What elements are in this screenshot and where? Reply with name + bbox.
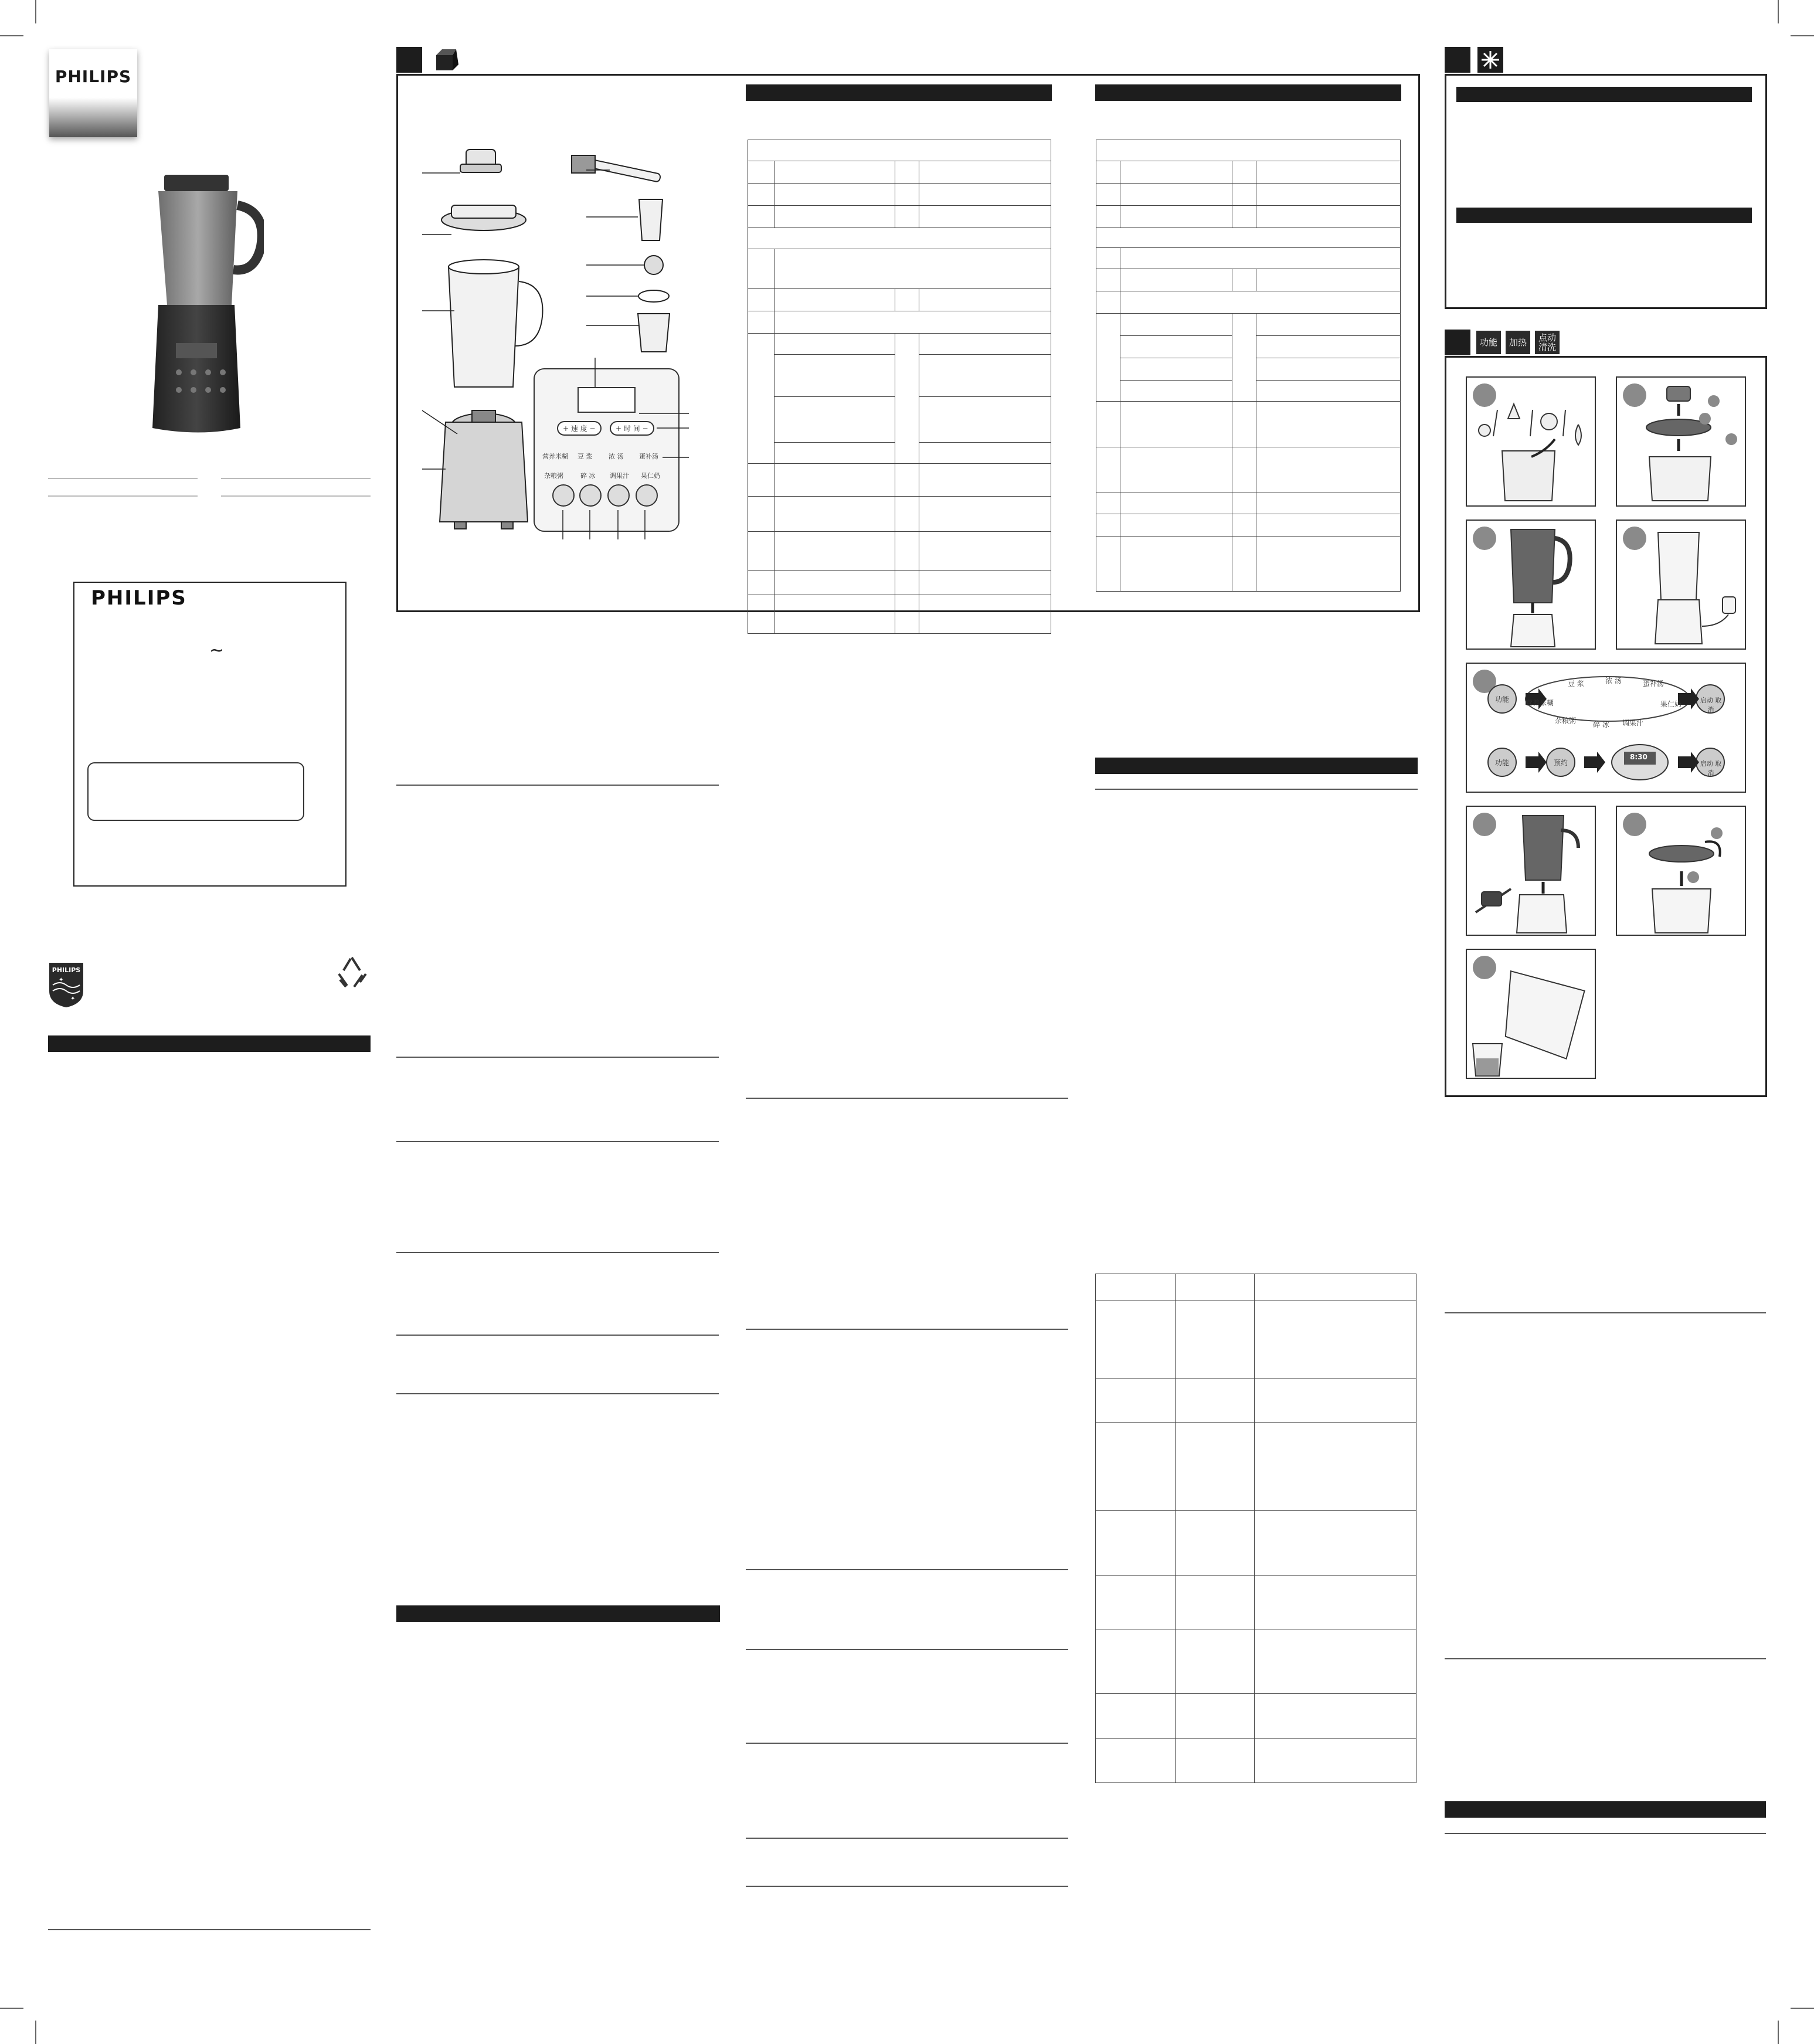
- section-rule: [746, 1649, 1068, 1650]
- preset-button-label: 预约: [1554, 759, 1568, 767]
- philips-shield-icon: [48, 962, 84, 1009]
- section-rule: [396, 1335, 719, 1336]
- footer-rule: [48, 1929, 371, 1930]
- crop-mark: [35, 2021, 36, 2044]
- cycle-label: 蛋补汤: [1643, 680, 1664, 688]
- section-rule: [746, 1329, 1068, 1330]
- crop-mark: [1791, 35, 1814, 36]
- ingredients-icon: [1467, 378, 1595, 505]
- tag-auto-clean: 点动 清洗: [1535, 331, 1560, 354]
- panel-bottom-label: 杂粮粥: [544, 472, 563, 480]
- section-header-bar: [746, 84, 1052, 101]
- start-button-label: 启动 取消: [1700, 697, 1722, 714]
- svg-text:✦: ✦: [70, 996, 76, 1002]
- snowflake-icon: [1477, 47, 1503, 73]
- panel-bottom-label: 果仁奶: [641, 472, 660, 480]
- lid-assembly-illustration: [1617, 378, 1745, 505]
- section-rule: [396, 1393, 719, 1394]
- divider: [221, 478, 371, 479]
- spec-table-right: [1096, 140, 1401, 592]
- section-header-bar: [1456, 208, 1752, 223]
- recycle-icon: [333, 953, 371, 990]
- section-number-box: [396, 47, 422, 73]
- crop-mark: [0, 2008, 23, 2009]
- section-rule: [1445, 1833, 1766, 1834]
- pour-illustration: [1467, 950, 1595, 1078]
- box-icon: [434, 47, 460, 73]
- ac-symbol: ~: [209, 640, 225, 661]
- step-1-panel: [1466, 376, 1596, 507]
- section-rule: [746, 1743, 1068, 1744]
- step-4-panel: [1616, 520, 1746, 650]
- tag-function: 功能: [1476, 331, 1501, 354]
- tag-heat: 加热: [1506, 331, 1530, 354]
- panel-function-label: 蛋补汤: [639, 453, 658, 460]
- divider: [48, 478, 198, 479]
- panel-function-label: 豆 浆: [578, 453, 593, 460]
- lift-jar-illustration: [1467, 807, 1595, 935]
- remove-lid-illustration: [1617, 807, 1745, 935]
- crop-mark: [35, 0, 36, 23]
- section-header-bar: [396, 1605, 720, 1622]
- panel-bottom-label: 碎 冰: [580, 472, 596, 480]
- panel-bottom-label: 调果汁: [610, 472, 629, 480]
- section-header-bar: [1456, 87, 1752, 102]
- step-5-panel: [1466, 663, 1746, 793]
- panel-function-label: 营养米糊: [542, 453, 568, 460]
- label-inner-box: [87, 762, 304, 821]
- callout-lines: [557, 346, 698, 545]
- function-button-label: 功能: [1495, 695, 1510, 704]
- section-header-bar: [1445, 1801, 1766, 1818]
- section-header-bar: [1095, 84, 1401, 101]
- time-button[interactable]: + 时 间 −: [610, 421, 654, 436]
- svg-text:✦: ✦: [59, 977, 64, 983]
- step-2-panel: [1616, 376, 1746, 507]
- crop-mark: [1791, 2008, 1814, 2009]
- section-rule: [396, 1141, 719, 1142]
- cycle-label: 调果汁: [1622, 719, 1644, 727]
- section-rule: [746, 1098, 1068, 1099]
- timer-display: 8:30: [1630, 753, 1647, 761]
- blender-product-photo: [135, 170, 264, 440]
- section-number-box: [1445, 330, 1470, 355]
- section-rule: [1445, 1312, 1766, 1313]
- section-rule: [1095, 789, 1418, 790]
- troubleshooting-table: [1095, 1274, 1416, 1783]
- step-6-panel: [1466, 806, 1596, 936]
- panel-function-label: 浓 汤: [609, 453, 624, 460]
- step-8-panel: [1466, 949, 1596, 1079]
- step-3-panel: [1466, 520, 1596, 650]
- crop-mark: [1778, 2021, 1779, 2044]
- crop-mark: [1778, 0, 1779, 23]
- section-rule: [396, 1252, 719, 1253]
- cycle-label: 碎 冰: [1593, 721, 1609, 729]
- section-rule: [1445, 1658, 1766, 1659]
- divider: [221, 495, 371, 497]
- section-header-bar: [1095, 758, 1418, 774]
- section-rule: [396, 1057, 719, 1058]
- cycle-label: 果仁奶: [1660, 700, 1682, 708]
- plug-in-illustration: [1617, 521, 1745, 648]
- section-rule: [746, 1886, 1068, 1887]
- rating-label: [73, 582, 347, 887]
- place-jar-illustration: [1467, 521, 1595, 648]
- philips-logo-badge: [49, 49, 137, 137]
- label-brand: PHILIPS: [91, 586, 187, 610]
- brand-name: PHILIPS: [55, 67, 132, 86]
- spec-table-left: [748, 140, 1051, 634]
- step-7-panel: [1616, 806, 1746, 936]
- section-rule: [746, 1569, 1068, 1570]
- function-button-label: 功能: [1495, 759, 1510, 767]
- section-rule: [746, 1838, 1068, 1839]
- section-number-box: [1445, 47, 1470, 73]
- cycle-label: 杂粮粥: [1555, 717, 1577, 725]
- cycle-label: 营养米糊: [1526, 699, 1554, 707]
- svg-text:PHILIPS: PHILIPS: [52, 966, 81, 974]
- cycle-label: 浓 汤: [1605, 677, 1622, 685]
- start-button-label: 启动 取消: [1700, 760, 1722, 777]
- crop-mark: [0, 35, 23, 36]
- section-rule: [396, 785, 719, 786]
- cycle-label: 豆 浆: [1568, 680, 1584, 688]
- intro-frame: [1445, 74, 1767, 309]
- divider: [48, 495, 198, 497]
- speed-button[interactable]: + 速 度 −: [557, 421, 602, 436]
- section-header-bar: [48, 1035, 371, 1052]
